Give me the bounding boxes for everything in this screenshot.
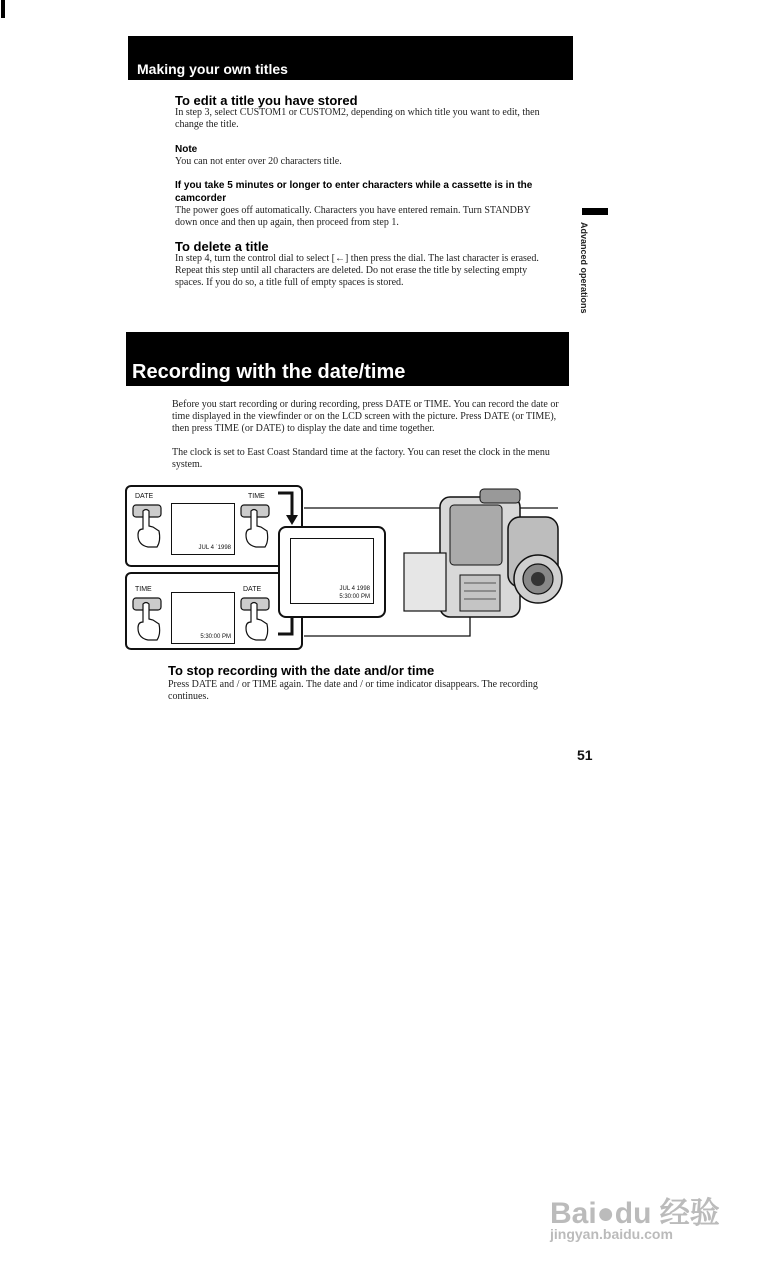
note-heading: Note xyxy=(175,144,198,155)
time-button-label: TIME xyxy=(135,586,152,593)
date-button-label: DATE xyxy=(243,586,262,593)
clock-text: The clock is set to East Coast Standard time at the factory. You can reset the clock in the menu system. xyxy=(172,447,550,470)
section-title: Recording with the date/time xyxy=(132,361,406,383)
pointing-hand-icon xyxy=(239,594,275,644)
screen-time-text: 5:30:00 PM xyxy=(200,634,231,640)
intro-text: Before you start recording or during recording, press DATE or TIME. You can record the date or time displayed in the viewfinder or on the LCD screen with the picture. Press DATE (or TIME), then press TIME (or DATE) to display the date and time together. xyxy=(172,399,559,434)
edge-mark xyxy=(1,0,5,18)
minutes-heading-line2: camcorder xyxy=(175,193,227,204)
baidu-logo-text: Bai●du 经验 xyxy=(550,1197,720,1230)
lcd-panel xyxy=(278,526,386,618)
page-number: 51 xyxy=(577,747,593,763)
viewfinder-screen xyxy=(171,503,235,555)
section-title-bar xyxy=(126,332,569,386)
delete-title-text: In step 4, turn the control dial to select [←] then press the dial. The last character is erased. Repeat this step until all characters are deleted. Do not erase the title by selecting empty spaces. If you do so, a title full of empty spaces is stored. xyxy=(175,253,539,288)
edit-title-text: In step 3, select CUSTOM1 or CUSTOM2, depending on which title you want to edit, then change the title. xyxy=(175,107,540,130)
stop-recording-text: Press DATE and / or TIME again. The date and / or time indicator disappears. The recording continues. xyxy=(168,679,538,702)
pointing-hand-icon xyxy=(131,594,167,644)
note-text: You can not enter over 20 characters title. xyxy=(175,156,342,167)
time-button-label: TIME xyxy=(248,493,265,500)
lcd-screen xyxy=(290,538,374,604)
side-tab-label: Advanced operations xyxy=(579,222,589,314)
section-title-bar xyxy=(128,36,573,80)
lcd-time-text: 5:30:00 PM xyxy=(339,594,370,600)
minutes-heading-line1: If you take 5 minutes or longer to enter characters while a cassette is in the xyxy=(175,180,533,191)
section-title: Making your own titles xyxy=(137,61,288,77)
screen-date-text: JUL 4 ˙1998 xyxy=(198,545,231,551)
camcorder-illustration xyxy=(380,487,580,639)
edit-title-heading: To edit a title you have stored xyxy=(175,93,358,108)
pointing-hand-icon xyxy=(131,501,167,551)
minutes-text: The power goes off automatically. Characters you have entered remain. Turn STANDBY down once and then up again, then proceed from step 1. xyxy=(175,205,531,228)
pointing-hand-icon xyxy=(239,501,275,551)
viewfinder-screen xyxy=(171,592,235,644)
side-tab-marker xyxy=(582,208,608,215)
stop-recording-heading: To stop recording with the date and/or time xyxy=(168,663,435,678)
date-time-figure xyxy=(122,482,582,652)
delete-title-heading: To delete a title xyxy=(175,239,269,254)
baidu-watermark-url: jingyan.baidu.com xyxy=(550,1226,673,1242)
lcd-date-text: JUL 4 1998 xyxy=(339,586,370,592)
date-button-label: DATE xyxy=(135,493,154,500)
